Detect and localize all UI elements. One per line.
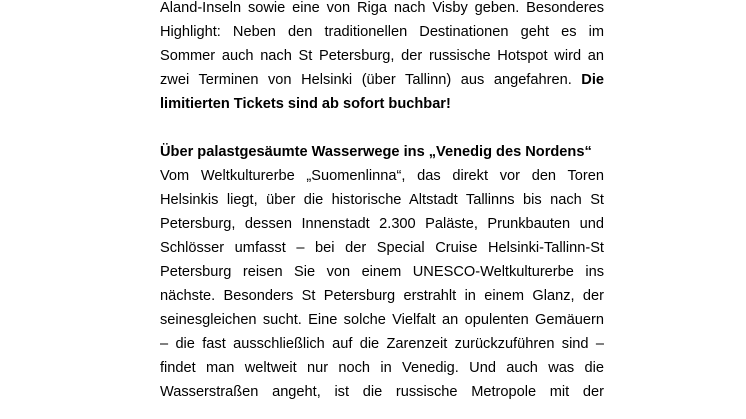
paragraph-line: findet man weltweit nur noch in Venedig. Und auch was die (160, 360, 604, 376)
paragraph-text: zwei Terminen von Helsinki (über Tallinn) aus angefahren. (160, 72, 572, 88)
paragraph-line: Vom Weltkulturerbe „Suomenlinna“, das direkt vor den Toren (160, 168, 604, 184)
bold-tickets-line: limitierten Tickets sind ab sofort buchbar! (160, 96, 451, 112)
paragraph-line: – die fast ausschließlich auf die Zarenzeit zurückzuführen sind – (160, 336, 604, 352)
section-heading: Über palastgesäumte Wasserwege ins „Venedig des Nordens“ (160, 144, 592, 160)
paragraph-line: Highlight: Neben den traditionellen Destinationen geht es im (160, 24, 604, 40)
paragraph-line: Aland-Inseln sowie eine von Riga nach Visby geben. Besonderes (160, 0, 604, 16)
paragraph-line: Sommer auch nach St Petersburg, der russische Hotspot wird an (160, 48, 604, 64)
bold-tickets-text: Die (581, 72, 604, 88)
paragraph-line: Petersburg reisen Sie von einem UNESCO-Weltkulturerbe ins (160, 264, 604, 280)
paragraph-line: seinesgleichen sucht. Eine solche Vielfalt an opulenten Gemäuern (160, 312, 604, 328)
paragraph-line: Schlösser umfasst – bei der Special Cruise Helsinki-Tallinn-St (160, 240, 604, 256)
paragraph-line: nächste. Besonders St Petersburg erstrahlt in einem Glanz, der (160, 288, 604, 304)
paragraph-spacer (160, 116, 604, 140)
paragraph-line: Helsinkis liegt, über die historische Altstadt Tallinns bis nach St (160, 192, 604, 208)
paragraph-line: Petersburg, dessen Innenstadt 2.300 Paläste, Prunkbauten und (160, 216, 604, 232)
paragraph-line: Wasserstraßen angeht, ist die russische Metropole mit der (160, 384, 604, 400)
paragraph-line-mixed (160, 68, 604, 92)
document-body (160, 0, 604, 404)
